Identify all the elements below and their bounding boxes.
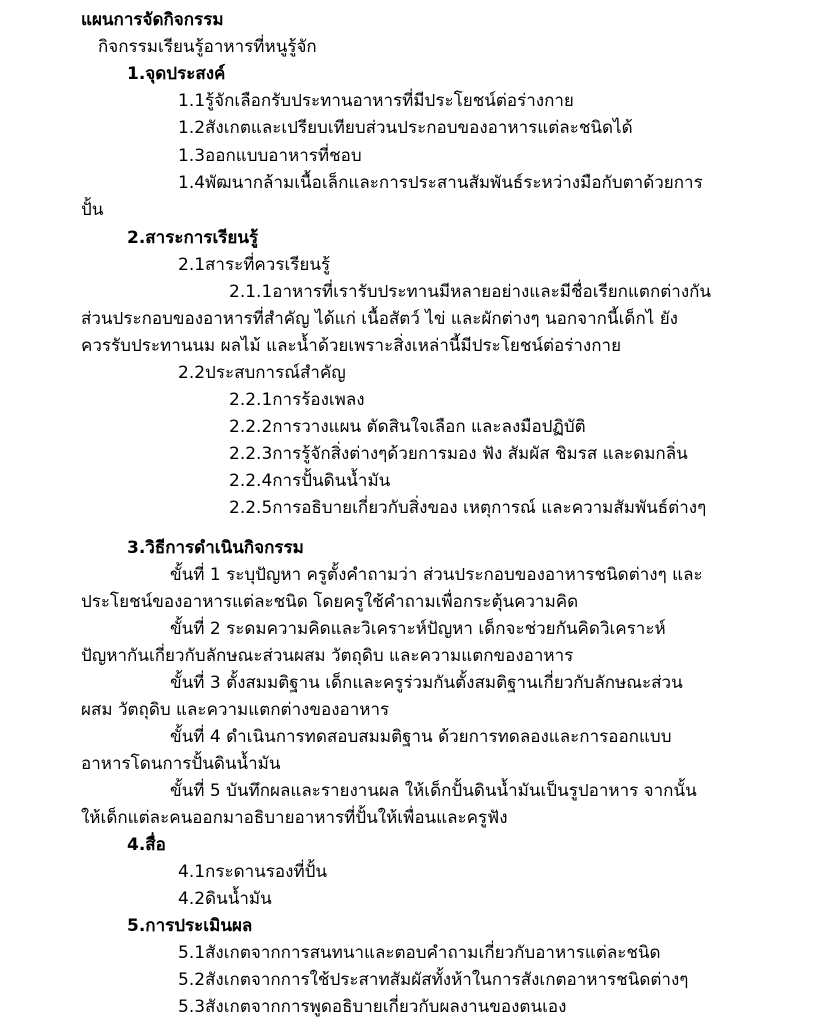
objective-item: 1.1รู้จักเลือกรับประทานอาหารที่มีประโยชน์ต่อร่างกาย — [178, 91, 574, 111]
procedure-step-line: ขั้นที่ 5 บันทึกผลและรายงานผล ให้เด็กปั้นดินน้ำมันเป็นรูปอาหาร จากนั้น — [170, 781, 697, 801]
evaluation-item: 5.1สังเกตจากการสนทนาและตอบคำถามเกี่ยวกับอาหารแต่ละชนิด — [178, 943, 661, 963]
material-item: 4.1กระดานรองที่ปั้น — [178, 862, 328, 882]
content-paragraph-line: 2.1.1อาหารที่เรารับประทานมีหลายอย่างและมีชื่อเรียกแตกต่างกัน — [229, 282, 712, 302]
section-evaluation-heading: 5.การประเมินผล — [127, 916, 253, 936]
evaluation-item: 5.2สังเกตจากการใช้ประสาทสัมผัสทั้งห้าในการสังเกตอาหารชนิดต่างๆ — [178, 970, 689, 990]
doc-title: แผนการจัดกิจกรรม — [81, 10, 224, 30]
content-paragraph-line: ควรรับประทานนม ผลไม้ และน้ำด้วยเพราะสิ่งเหล่านี้มีประโยชน์ต่อร่างกาย — [81, 336, 622, 356]
section-procedure-heading: 3.วิธีการดำเนินกิจกรรม — [127, 538, 304, 558]
content-paragraph-line: ส่วนประกอบของอาหารที่สำคัญ ได้แก่ เนื้อสัตว์ ไข่ และผักต่างๆ นอกจากนี้เด็กไ ยัง — [81, 309, 678, 329]
material-item: 4.2ดินน้ำมัน — [178, 889, 272, 909]
section-objectives-heading: 1.จุดประสงค์ — [127, 64, 226, 84]
experience-item: 2.2.1การร้องเพลง — [229, 390, 365, 410]
procedure-step-line: ผสม วัตถุดิบ และความแตกต่างของอาหาร — [81, 700, 390, 720]
objective-item: 1.4พัฒนากล้ามเนื้อเล็กและการประสานสัมพันธ์ระหว่างมือกับตาด้วยการ — [178, 173, 703, 193]
experience-item: 2.2.4การปั้นดินน้ำมัน — [229, 471, 391, 491]
content-subheading: 2.1สาระที่ควรเรียนรู้ — [178, 255, 331, 275]
section-materials-heading: 4.สื่อ — [127, 835, 166, 855]
experience-item: 2.2.3การรู้จักสิ่งต่างๆด้วยการมอง ฟัง สัมผัส ชิมรส และดมกลิ่น — [229, 444, 688, 464]
experience-subheading: 2.2ประสบการณ์สำคัญ — [178, 363, 346, 383]
objective-item: 1.3ออกแบบอาหารที่ชอบ — [178, 146, 362, 166]
objective-item: 1.2สังเกตและเปรียบเทียบส่วนประกอบของอาหารแต่ละชนิดได้ — [178, 118, 633, 138]
procedure-step-line: ประโยชน์ของอาหารแต่ละชนิด โดยครูใช้คำถามเพื่อกระตุ้นความคิด — [81, 592, 579, 612]
procedure-step-line: ขั้นที่ 3 ตั้งสมมติฐาน เด็กและครูร่วมกันตั้งสมติฐานเกี่ยวกับลักษณะส่วน — [170, 673, 683, 693]
evaluation-item: 5.3สังเกตจากการพูดอธิบายเกี่ยวกับผลงานของตนเอง — [178, 997, 567, 1017]
procedure-step-line: ขั้นที่ 1 ระบุปัญหา ครูตั้งคำถามว่า ส่วนประกอบของอาหารชนิดต่างๆ และ — [170, 565, 703, 585]
experience-item: 2.2.2การวางแผน ตัดสินใจเลือก และลงมือปฏิบัติ — [229, 417, 586, 437]
doc-subtitle: กิจกรรมเรียนรู้อาหารที่หนูรู้จัก — [98, 37, 317, 57]
procedure-step-line: อาหารโดนการปั้นดินน้ำมัน — [81, 754, 281, 774]
objective-item-continuation: ปั้น — [81, 200, 104, 220]
procedure-step-line: ขั้นที่ 2 ระดมความคิดและวิเคราะห์ปัญหา เด็กจะช่วยกันคิดวิเคราะห์ — [170, 619, 666, 639]
section-content-heading: 2.สาระการเรียนรู้ — [127, 228, 259, 248]
procedure-step-line: ปัญหากันเกี่ยวกับลักษณะส่วนผสม วัตถุดิบ และความแตกของอาหาร — [81, 646, 574, 666]
experience-item: 2.2.5การอธิบายเกี่ยวกับสิ่งของ เหตุการณ์ และความสัมพันธ์ต่างๆ — [229, 498, 707, 518]
procedure-step-line: ขั้นที่ 4 ดำเนินการทดสอบสมมติฐาน ด้วยการทดลองและการออกแบบ — [170, 727, 672, 747]
procedure-step-line: ให้เด็กแต่ละคนออกมาอธิบายอาหารที่ปั้นให้เพื่อนและครูฟัง — [81, 808, 508, 828]
